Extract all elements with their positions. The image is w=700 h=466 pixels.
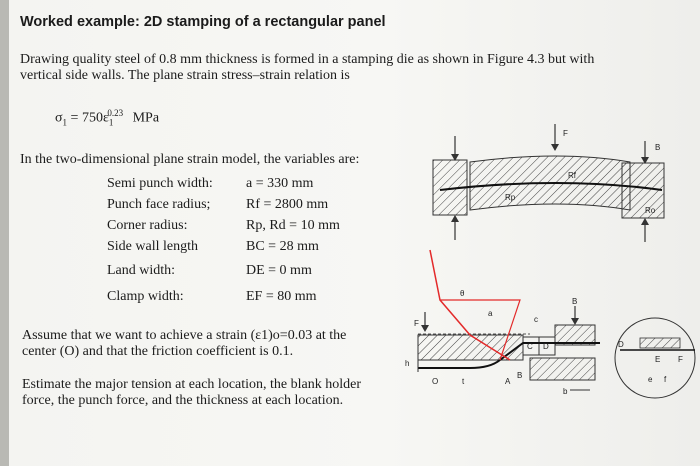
label-c: c [534, 315, 538, 324]
label-F-lower: F [414, 319, 419, 328]
var-value: a = 330 mm [246, 176, 314, 191]
var-label: Punch face radius; [107, 197, 211, 212]
var-value: DE = 0 mm [246, 263, 312, 278]
label-O: O [432, 377, 439, 386]
label-e-detail: e [648, 375, 653, 384]
var-value: BC = 28 mm [246, 239, 319, 254]
right-holder-block [622, 163, 664, 218]
right-reaction-arrowhead [641, 218, 649, 225]
var-label: Semi punch width: [107, 176, 213, 191]
left-reaction-arrowhead [451, 215, 459, 222]
label-D-detail: D [618, 340, 624, 349]
label-C: C [527, 342, 533, 351]
stress-strain-equation: $\sigma_1 = 750\varepsilon_1^{0.23}$ MPa [55, 108, 160, 128]
die-block [530, 358, 595, 380]
label-A: A [505, 377, 511, 386]
assumption-line-2: center (O) and that the friction coefficient is 0.1. [22, 344, 294, 359]
intro-line-2: vertical side walls. The plane strain stress–strain relation is [20, 68, 350, 83]
label-Ro: Ro [645, 206, 656, 215]
label-B-lower: B [572, 297, 578, 306]
label-E-detail: E [655, 355, 661, 364]
var-label: Land width: [107, 263, 176, 278]
label-D: D [543, 342, 549, 351]
variables-heading: In the two-dimensional plane strain model, the variables are: [20, 152, 360, 167]
var-value: Rp, Rd = 10 mm [246, 218, 340, 233]
var-label: Side wall length [107, 239, 198, 254]
intro-line-1: Drawing quality steel of 0.8 mm thickness is formed in a stamping die as shown in Figure 4.3 but with [20, 52, 595, 67]
label-theta: θ [460, 289, 465, 298]
punch-force-arrowhead [551, 144, 559, 151]
label-Rf: Rf [568, 171, 576, 180]
var-value: EF = 80 mm [246, 289, 317, 304]
label-F-detail: F [678, 355, 683, 364]
label-b: b [563, 387, 568, 396]
label-h: h [405, 359, 410, 368]
assumption-line-1: Assume that we want to achieve a strain (ε1)o=0.03 at the [22, 328, 347, 343]
label-F-top: F [563, 129, 568, 138]
label-a: a [488, 309, 493, 318]
label-Rp: Rp [505, 193, 516, 202]
var-label: Clamp width: [107, 289, 184, 304]
detail-holder [640, 338, 680, 348]
var-value: Rf = 2800 mm [246, 197, 329, 212]
task-line-1: Estimate the major tension at each location, the blank holder [22, 377, 362, 392]
label-f-detail: f [664, 375, 667, 384]
var-label: Corner radius: [107, 218, 188, 233]
page-title: Worked example: 2D stamping of a rectangular panel [20, 14, 386, 30]
F-arrowhead-lower [421, 325, 429, 332]
B-arrowhead-lower [571, 318, 579, 325]
task-line-2: force, the punch force, and the thickness at each location. [22, 393, 344, 408]
label-B-top: B [655, 143, 661, 152]
label-t: t [462, 377, 465, 386]
label-B-corner: B [517, 371, 523, 380]
